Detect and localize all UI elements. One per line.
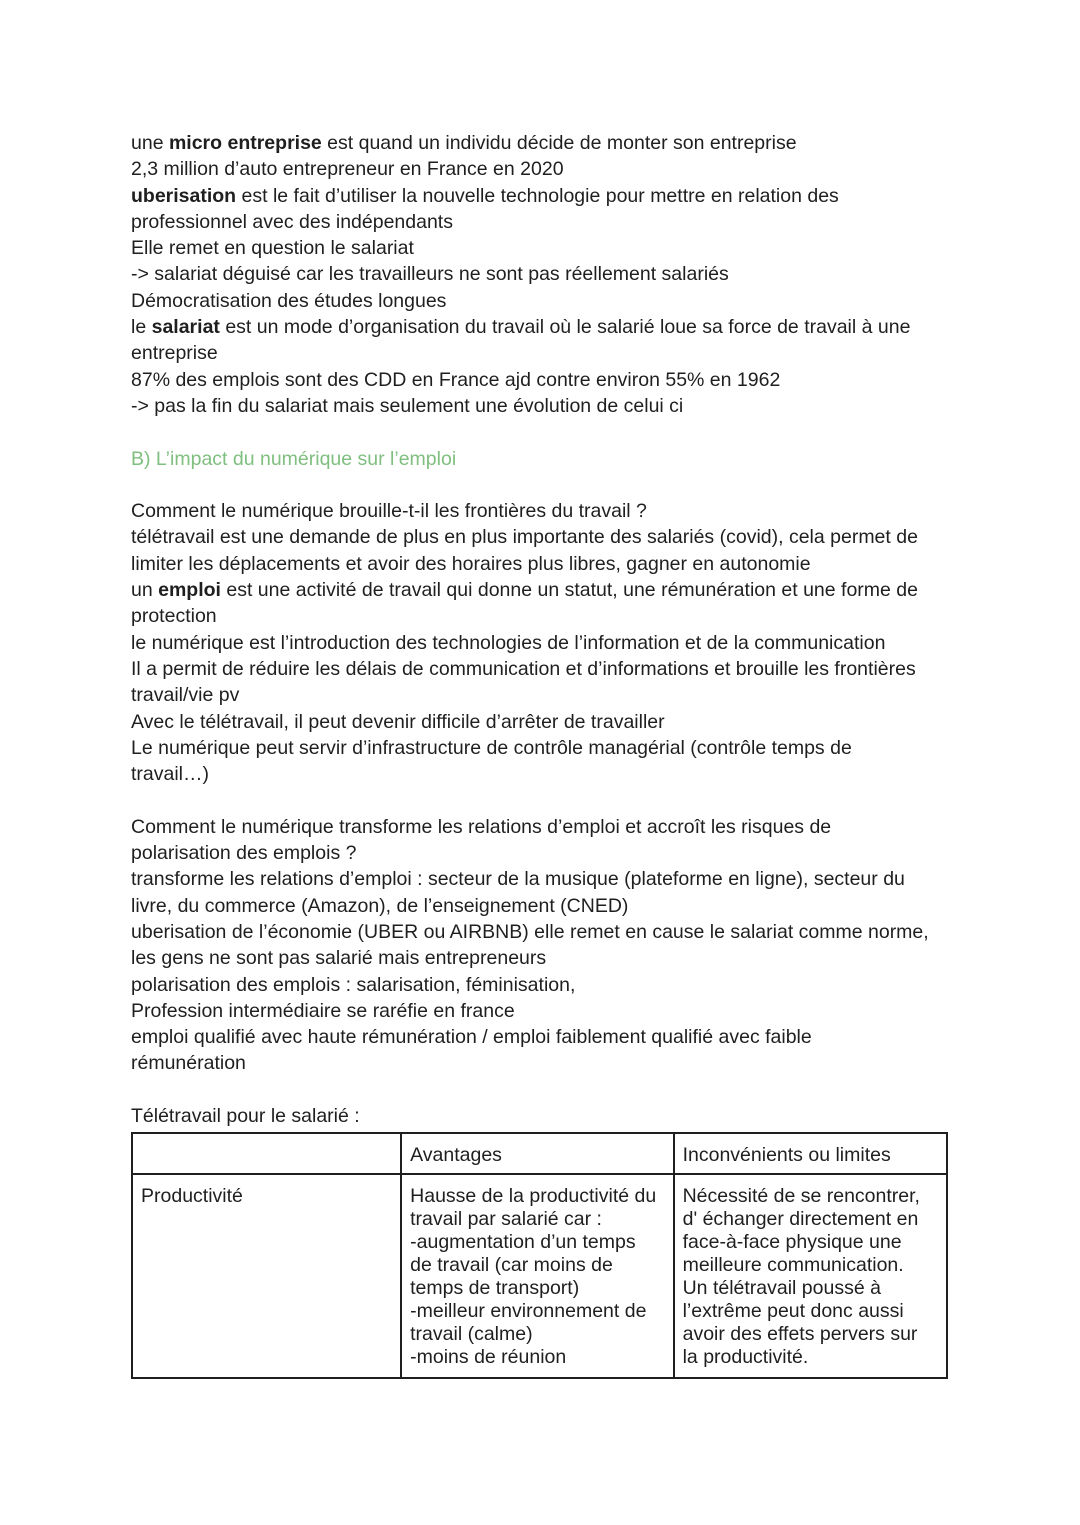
text-line: Démocratisation des études longues [131, 289, 447, 312]
term-emploi: emploi [158, 579, 221, 602]
text-line: 2,3 million d’auto entrepreneur en France en 2020 [131, 158, 564, 181]
text-line: Comment le numérique transforme les relations d’emploi et accroît les risques de [131, 815, 832, 838]
text-line: le salariat est un mode d’organisation du travail où le salarié loue sa force de travail à une [131, 316, 911, 339]
term-uberisation: uberisation [131, 184, 237, 207]
table-row [132, 1174, 947, 1378]
table-header-limites: Inconvénients ou limites [674, 1133, 947, 1174]
text-line: le numérique est l’introduction des technologies de l’information et de la communication [131, 631, 886, 654]
section-heading: B) L’impact du numérique sur l’emploi [131, 447, 457, 470]
table-caption: Télétravail pour le salarié : [131, 1104, 360, 1127]
text-line: emploi qualifié avec haute rémunération / emploi faiblement qualifié avec faible [131, 1026, 812, 1049]
text-line: polarisation des emplois : salarisation, féminisation, [131, 973, 576, 996]
text-line: 87% des emplois sont des CDD en France ajd contre environ 55% en 1962 [131, 368, 781, 391]
cell-avantages: Hausse de la productivité du travail par salarié car : -augmentation d’un temps de travail (car moins de temps de transport) -meilleur environnement de travail (calme) -moins de réunion [401, 1174, 673, 1378]
text-line: Il a permit de réduire les délais de communication et d’informations et brouille les frontières [131, 657, 916, 680]
text-line: travail…) [131, 763, 210, 786]
row-label: Productivité [132, 1174, 401, 1378]
text-line: travail/vie pv [131, 684, 240, 707]
text-line: limiter les déplacements et avoir des horaires plus libres, gagner en autonomie [131, 552, 811, 575]
text-line: Le numérique peut servir d’infrastructure de contrôle managérial (contrôle temps de [131, 736, 852, 759]
table-header-avantages: Avantages [401, 1133, 673, 1174]
table-header-empty [132, 1133, 401, 1174]
cell-limites: Nécessité de se rencontrer, d' échanger directement en face-à-face physique une meilleure communication. Un télétravail poussé à l’extrême peut donc aussi avoir des effets pervers sur la productivité. [674, 1174, 947, 1378]
text-line: -> pas la fin du salariat mais seulement une évolution de celui ci [131, 394, 684, 417]
text-line: livre, du commerce (Amazon), de l’enseignement (CNED) [131, 894, 629, 917]
text-line: uberisation de l’économie (UBER ou AIRBNB) elle remet en cause le salariat comme norme, [131, 920, 929, 943]
text-line: Comment le numérique brouille-t-il les frontières du travail ? [131, 500, 647, 523]
term-salariat: salariat [151, 316, 220, 339]
text-line: -> salariat déguisé car les travailleurs ne sont pas réellement salariés [131, 263, 729, 286]
teletravail-table [131, 1132, 948, 1379]
document-page [131, 130, 951, 1379]
text-line: Elle remet en question le salariat [131, 237, 414, 260]
text-line: une micro entreprise est quand un individu décide de monter son entreprise [131, 132, 797, 154]
text-line: Avec le télétravail, il peut devenir difficile d’arrêter de travailler [131, 710, 665, 733]
text-line: professionnel avec des indépendants [131, 210, 453, 233]
text-line: un emploi est une activité de travail qui donne un statut, une rémunération et une forme de [131, 579, 918, 602]
numerique-block-1 [131, 498, 951, 787]
text-line: Profession intermédiaire se raréfie en france [131, 999, 515, 1022]
text-line: télétravail est une demande de plus en plus importante des salariés (covid), cela permet de [131, 526, 918, 549]
numerique-block-2 [131, 814, 951, 1077]
text-line: les gens ne sont pas salarié mais entrepreneurs [131, 947, 547, 970]
text-line: polarisation des emplois ? [131, 842, 357, 865]
text-line: protection [131, 605, 217, 628]
intro-block [131, 130, 951, 419]
table-header-row [132, 1133, 947, 1174]
text-line: entreprise [131, 342, 218, 365]
term-micro-entreprise: micro entreprise [168, 132, 322, 154]
text-line: uberisation est le fait d’utiliser la nouvelle technologie pour mettre en relation des [131, 184, 839, 207]
text-line: rémunération [131, 1052, 246, 1075]
text-line: transforme les relations d’emploi : secteur de la musique (plateforme en ligne), secteur du [131, 868, 905, 891]
